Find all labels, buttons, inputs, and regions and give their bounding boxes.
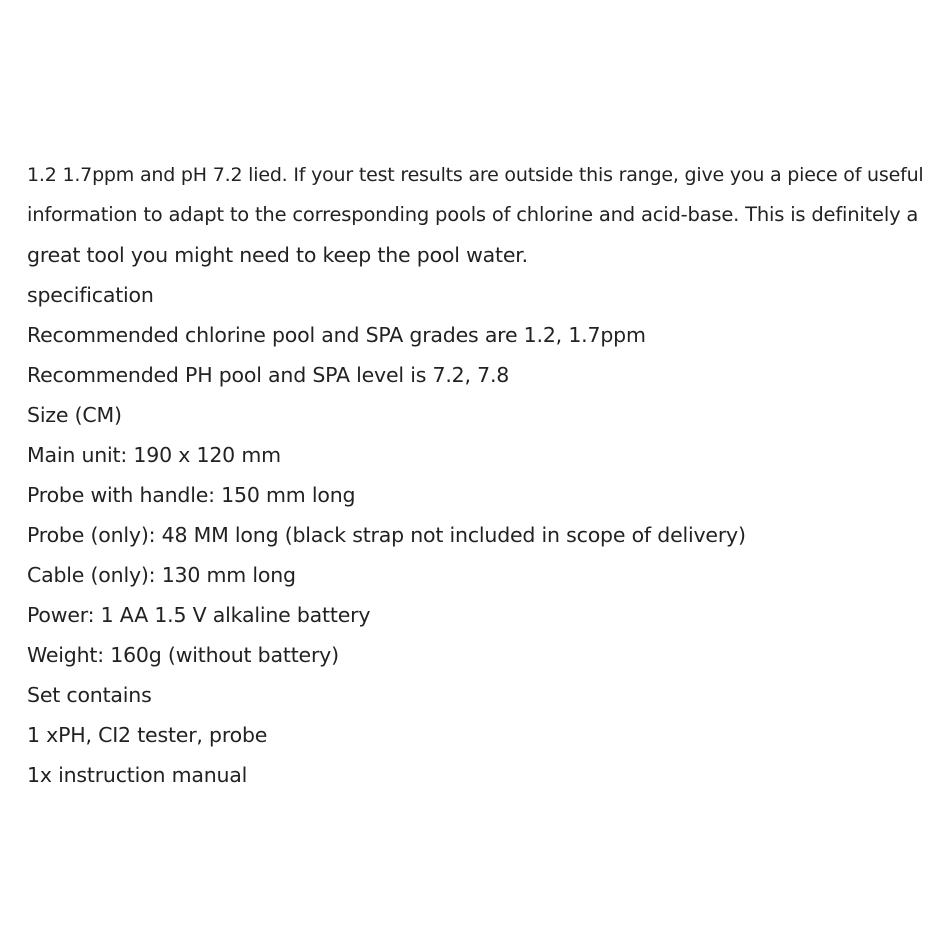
set-item-tester: 1 xPH, CI2 tester, probe <box>27 723 268 747</box>
intro-line-3: great tool you might need to keep the pool water. <box>27 243 528 267</box>
probe-with-handle-size: Probe with handle: 150 mm long <box>27 483 356 507</box>
product-description <box>27 155 927 795</box>
intro-line-2: information to adapt to the corresponding pools of chlorine and acid-base. This is definitely a <box>27 203 919 226</box>
spec-heading: specification <box>27 283 154 307</box>
recommended-ph: Recommended PH pool and SPA level is 7.2, 7.8 <box>27 363 510 387</box>
power-spec: Power: 1 AA 1.5 V alkaline battery <box>27 603 371 627</box>
cable-only-size: Cable (only): 130 mm long <box>27 563 296 587</box>
intro-line-1: 1.2 1.7ppm and pH 7.2 lied. If your test results are outside this range, give you a piece of useful <box>27 164 924 186</box>
weight-spec: Weight: 160g (without battery) <box>27 643 339 667</box>
set-heading: Set contains <box>27 683 152 707</box>
recommended-chlorine: Recommended chlorine pool and SPA grades are 1.2, 1.7ppm <box>27 323 646 347</box>
size-heading: Size (CM) <box>27 403 122 427</box>
set-item-manual: 1x instruction manual <box>27 763 248 787</box>
probe-only-size: Probe (only): 48 MM long (black strap not included in scope of delivery) <box>27 523 746 547</box>
main-unit-size: Main unit: 190 x 120 mm <box>27 443 281 467</box>
